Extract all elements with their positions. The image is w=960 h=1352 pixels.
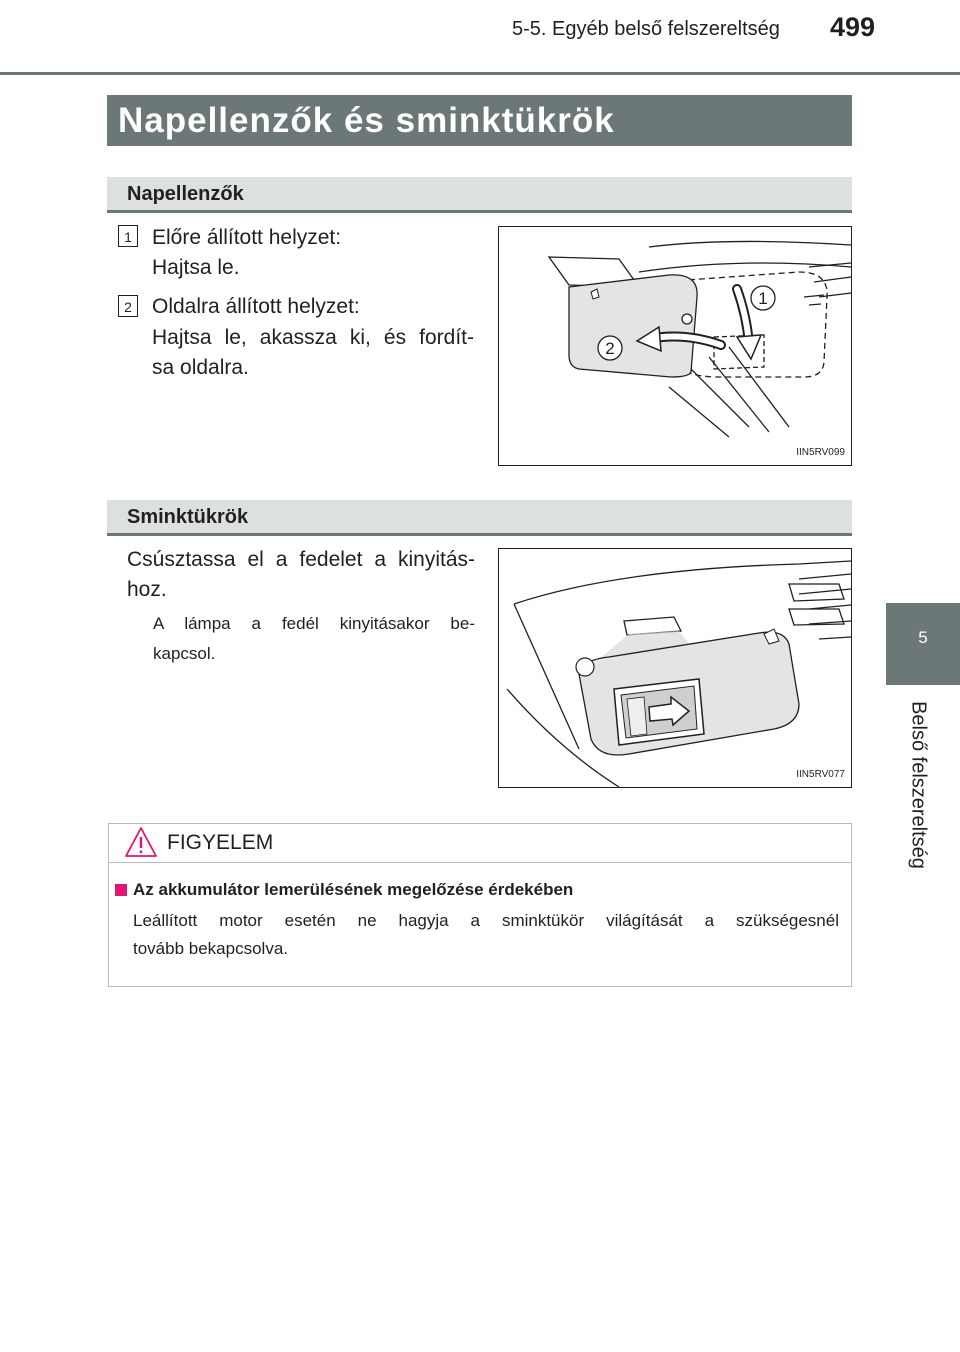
step-2-text-line2: sa oldalra. bbox=[152, 356, 249, 379]
warning-bullet-title: Az akkumulátor lemerülésének megelőzése érdekében bbox=[133, 880, 574, 899]
warning-label: FIGYELEM bbox=[167, 831, 274, 854]
step-2-text-line1: Hajtsa le, akassza ki, és fordít- bbox=[152, 326, 474, 349]
chapter-side-label-text: Belső felszereltség bbox=[907, 701, 930, 869]
figure-callout-2: 2 bbox=[605, 339, 615, 358]
page-number: 499 bbox=[830, 12, 876, 42]
warning-triangle-icon bbox=[124, 826, 158, 858]
header-rule bbox=[0, 72, 960, 75]
step-number-2: 2 bbox=[118, 295, 138, 317]
running-header-section: 5-5. Egyéb belső felszereltség bbox=[512, 18, 780, 40]
step-2-title: Oldalra állított helyzet: bbox=[152, 295, 360, 318]
figure-code-1: IIN5RV099 bbox=[796, 447, 845, 458]
section-heading-vanity-mirrors: Sminktükrök bbox=[107, 500, 852, 536]
step-1-title: Előre állított helyzet: bbox=[152, 226, 342, 249]
figure-callout-1: 1 bbox=[758, 289, 768, 308]
vanity-text-line1: Csúsztassa el a fedelet a kinyitás- bbox=[127, 548, 475, 571]
vanity-text-line2: hoz. bbox=[127, 578, 167, 601]
section-heading-sun-visors: Napellenzők bbox=[107, 177, 852, 213]
chapter-side-label bbox=[868, 700, 960, 870]
vanity-note-line2: kapcsol. bbox=[153, 644, 216, 663]
step-1-text: Hajtsa le. bbox=[152, 256, 240, 279]
vanity-note-line1: A lámpa a fedél kinyitásakor be- bbox=[153, 614, 475, 633]
chapter-tab[interactable]: 5 bbox=[886, 603, 960, 685]
sun-visor-illustration bbox=[499, 227, 851, 465]
step-number-1: 1 bbox=[118, 225, 138, 247]
page-title: Napellenzők és sminktükrök bbox=[107, 95, 852, 146]
warning-divider bbox=[108, 862, 852, 863]
warning-text-line2: tovább bekapcsolva. bbox=[133, 939, 288, 958]
vanity-mirror-illustration bbox=[499, 549, 851, 787]
warning-bullet-square bbox=[115, 884, 127, 896]
warning-text-line1: Leállított motor esetén ne hagyja a sminktükör világítását a szükségesnél bbox=[133, 911, 839, 930]
figure-code-2: IIN5RV077 bbox=[796, 769, 845, 780]
vanity-mirror-figure bbox=[498, 548, 852, 788]
sun-visor-figure bbox=[498, 226, 852, 466]
